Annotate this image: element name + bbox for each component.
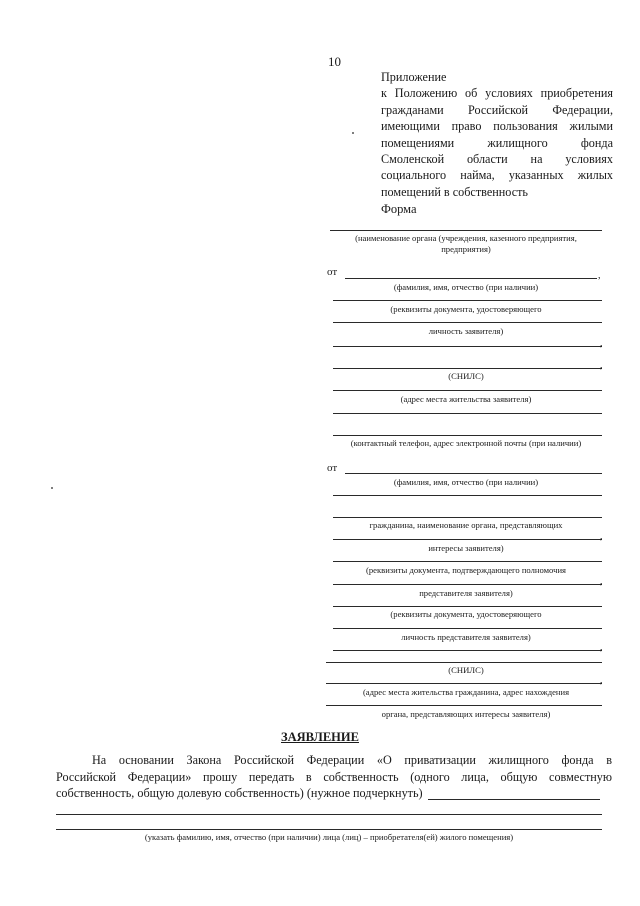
annex-line: имеющими право пользования жилыми <box>381 119 613 134</box>
organ-name-field[interactable] <box>330 230 602 231</box>
annex-block <box>381 69 613 200</box>
ownership-field[interactable] <box>428 799 600 800</box>
statement-line: собственность, общую долевую собственность) (нужное подчеркнуть) <box>56 786 423 801</box>
comma: , <box>600 576 603 587</box>
organ-name-caption: (наименование органа (учреждения, казенного предприятия, <box>355 233 577 243</box>
rep-doc-caption: личность представителя заявителя) <box>401 632 531 642</box>
page-number: 10 <box>328 54 341 69</box>
rep-snils-caption: (СНИЛС) <box>448 665 484 675</box>
annex-line: Смоленской области на условиях <box>381 152 613 167</box>
form-label: Форма <box>381 202 417 216</box>
rep-address-caption: (адрес места жительства гражданина, адрес нахождения <box>362 687 570 697</box>
statement-line: На основании Закона Российской Федерации «О приватизации жилищного фонда в <box>92 753 612 767</box>
applicant-address-field-2[interactable] <box>333 413 602 414</box>
comma: , <box>600 531 603 542</box>
contacts-field[interactable] <box>333 435 602 436</box>
statement-title <box>0 730 640 745</box>
rep-doc-field-2[interactable] <box>333 628 602 629</box>
rep-address-field[interactable] <box>326 683 602 684</box>
scan-speck <box>51 487 53 489</box>
rep-authority-field-2[interactable] <box>333 584 602 585</box>
rep-authority-field[interactable] <box>333 561 602 562</box>
statement-title-text: ЗАЯВЛЕНИЕ <box>281 730 359 744</box>
rep-org-field[interactable] <box>333 517 602 518</box>
comma: , <box>600 675 603 686</box>
rep-address-caption: органа, представляющих интересы заявителя) <box>381 709 551 719</box>
applicant-doc-field-2[interactable] <box>333 346 602 347</box>
annex-line: гражданами Российской Федерации, <box>381 102 613 117</box>
annex-line: помещений в собственность <box>381 184 528 199</box>
rep-org-caption: гражданина, наименование органа, представляющих <box>369 520 563 530</box>
applicant-snils-caption: (СНИЛС) <box>448 371 484 381</box>
rep-address-field-2[interactable] <box>326 705 602 706</box>
applicant-snils-field[interactable] <box>333 368 602 369</box>
rep-org-field-2[interactable] <box>333 539 602 540</box>
rep-doc-field-3[interactable] <box>333 650 602 651</box>
comma: , <box>600 642 603 653</box>
rep-doc-field[interactable] <box>333 606 602 607</box>
annex-line: помещениями жилищного фонда <box>381 135 613 150</box>
applicant-name-caption: (фамилия, имя, отчество (при наличии) <box>393 282 539 292</box>
rep-doc-caption: (реквизиты документа, удостоверяющего <box>390 609 542 619</box>
recipients-field-2[interactable] <box>56 829 602 830</box>
applicant-address-caption: (адрес места жительства заявителя) <box>400 394 532 404</box>
comma: , <box>600 360 603 371</box>
rep-authority-caption: представителя заявителя) <box>419 588 513 598</box>
comma: , <box>600 338 603 349</box>
applicant-doc-field[interactable] <box>333 322 602 323</box>
scan-speck <box>352 132 354 134</box>
applicant-doc-caption: личность заявителя) <box>428 326 504 336</box>
rep-name-caption: (фамилия, имя, отчество (при наличии) <box>393 477 539 487</box>
organ-name-caption: предприятия) <box>441 244 491 254</box>
applicant-name-field-2[interactable] <box>333 300 602 301</box>
recipients-caption: (указать фамилию, имя, отчество (при наличии) лица (лиц) – приобретателя(ей) жилого помещения) <box>144 832 514 842</box>
applicant-name-field[interactable] <box>345 278 597 279</box>
applicant-address-field[interactable] <box>333 390 602 391</box>
recipients-field[interactable] <box>56 814 602 815</box>
annex-title: Приложение <box>381 70 447 84</box>
statement-line: Российской Федерации» прошу передать в собственность (одного лица, общую совместную <box>56 769 612 784</box>
annex-line: к Положению об условиях приобретения <box>381 86 613 101</box>
rep-authority-caption: (реквизиты документа, подтверждающего полномочия <box>365 565 567 575</box>
rep-snils-field[interactable] <box>326 662 602 663</box>
statement-paragraph <box>56 752 612 802</box>
comma: , <box>598 270 601 281</box>
rep-name-field-2[interactable] <box>333 495 602 496</box>
applicant-doc-caption: (реквизиты документа, удостоверяющего <box>390 304 542 314</box>
rep-org-caption: интересы заявителя) <box>428 543 504 553</box>
from-label: от <box>327 266 338 278</box>
from-label: от <box>327 462 338 474</box>
annex-line: социального найма, указанных жилых <box>381 168 613 183</box>
contacts-caption: (контактный телефон, адрес электронной почты (при наличии) <box>350 438 582 448</box>
rep-name-field[interactable] <box>345 473 602 474</box>
